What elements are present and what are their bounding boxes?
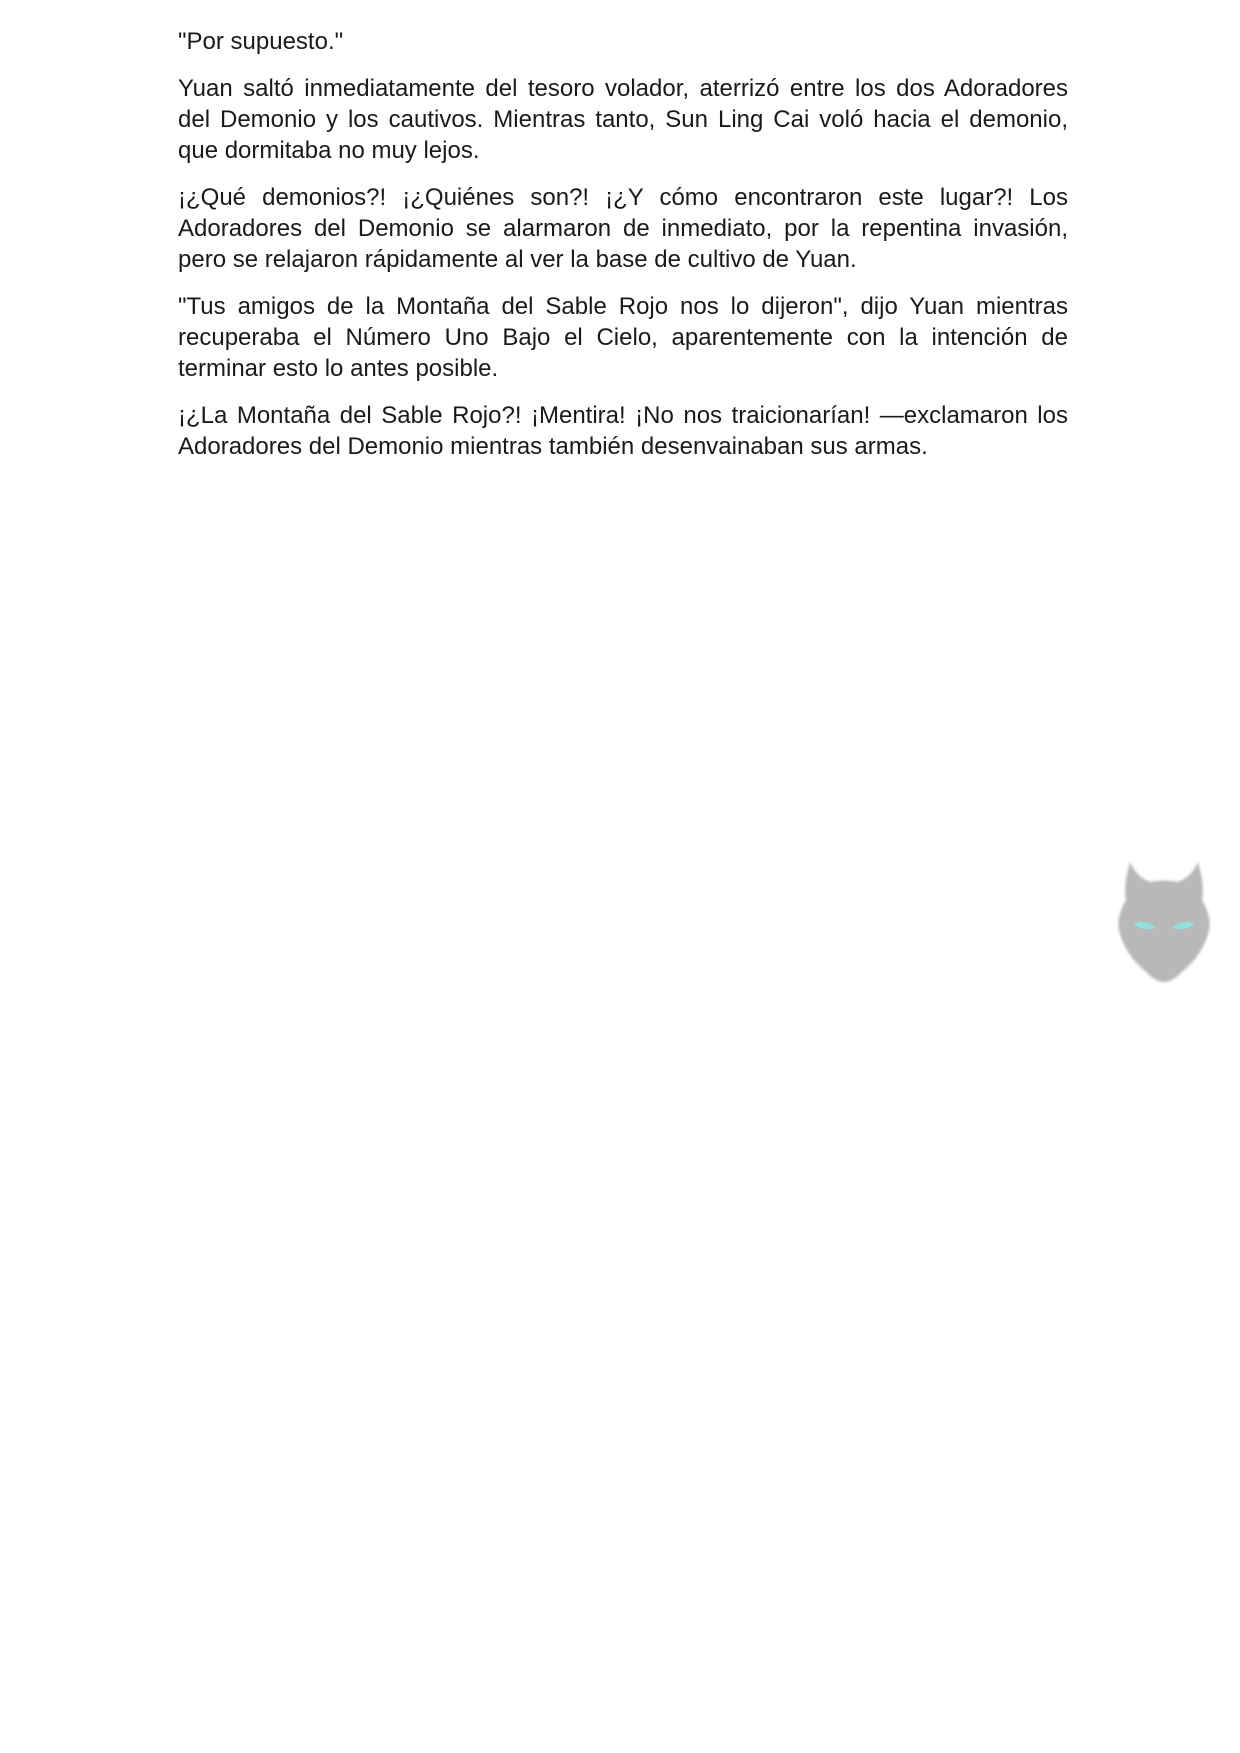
demon-head-shape [1118,862,1209,982]
paragraph-5: ¡¿La Montaña del Sable Rojo?! ¡Mentira! ¡No nos traicionarían! —exclamaron los Adoradores del Demonio mientras también desenvainaban sus armas. [178,402,1068,460]
paragraph-1: "Por supuesto." [178,28,344,55]
paragraph-4: "Tus amigos de la Montaña del Sable Rojo nos lo dijeron", dijo Yuan mientras recuperaba el Número Uno Bajo el Cielo, aparentemente con la intención de terminar esto lo antes posible. [178,293,1068,382]
paragraph-2: Yuan saltó inmediatamente del tesoro volador, aterrizó entre los dos Adoradores del Demonio y los cautivos. Mientras tanto, Sun Ling Cai voló hacia el demonio, que dormitaba no muy lejos. [178,75,1068,164]
demon-head-svg [1112,860,1216,984]
paragraph-3: ¡¿Qué demonios?! ¡¿Quiénes son?! ¡¿Y cómo encontraron este lugar?! Los Adoradores del Demonio se alarmaron de inmediato, por la repentina invasión, pero se relajaron rápidamente al ver la base de cultivo de Yuan. [178,184,1068,273]
demon-head-icon [1112,860,1216,984]
document-body [178,26,1068,478]
